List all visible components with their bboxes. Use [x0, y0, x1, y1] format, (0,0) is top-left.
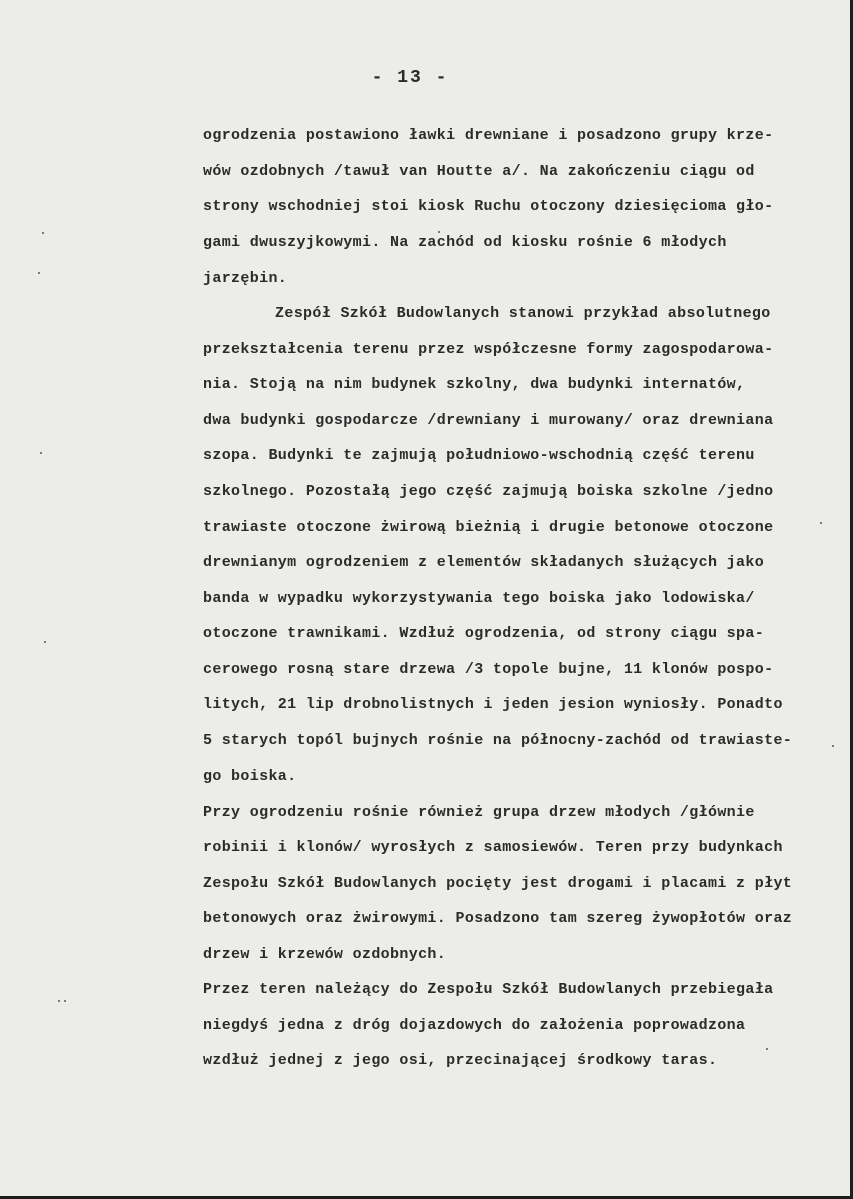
- text-line: Przy ogrodzeniu rośnie również grupa drzew młodych /głównie: [203, 804, 755, 821]
- page-number: - 13 -: [371, 68, 449, 88]
- margin-speck: [438, 231, 440, 233]
- text-line: otoczone trawnikami. Wzdłuż ogrodzenia, od strony ciągu spa-: [203, 625, 765, 642]
- text-line: robinii i klonów/ wyrosłych z samosiewów. Teren przy budynkach: [203, 839, 783, 856]
- text-line: ogrodzenia postawiono ławki drewniane i posadzono grupy krze-: [203, 127, 774, 144]
- text-line: gami dwuszyjkowymi. Na zachód od kiosku rośnie 6 młodych: [203, 234, 727, 251]
- text-line: litych, 21 lip drobnolistnych i jeden jesion wyniosły. Ponadto: [203, 696, 783, 713]
- margin-speck: [58, 1000, 60, 1002]
- text-line: drewnianym ogrodzeniem z elementów składanych służących jako: [203, 554, 765, 571]
- margin-speck: [42, 232, 44, 234]
- text-line: jarzębin.: [203, 270, 288, 287]
- text-line: Przez teren należący do Zespołu Szkół Budowlanych przebiegała: [203, 981, 774, 998]
- text-line: wów ozdobnych /tawuł van Houtte a/. Na zakończeniu ciągu od: [203, 163, 755, 180]
- text-line: Zespołu Szkół Budowlanych pocięty jest drogami i placami z płyt: [203, 875, 793, 892]
- margin-speck: [832, 745, 834, 747]
- text-line: drzew i krzewów ozdobnych.: [203, 946, 447, 963]
- margin-speck: [38, 272, 40, 274]
- text-line: dwa budynki gospodarcze /drewniany i murowany/ oraz drewniana: [203, 412, 774, 429]
- text-line: go boiska.: [203, 768, 297, 785]
- text-line: przekształcenia terenu przez współczesne formy zagospodarowa-: [203, 341, 774, 358]
- text-line: szkolnego. Pozostałą jego część zajmują boiska szkolne /jedno: [203, 483, 774, 500]
- text-line: banda w wypadku wykorzystywania tego boiska jako lodowiska/: [203, 590, 755, 607]
- text-line: szopa. Budynki te zajmują południowo-wschodnią część terenu: [203, 447, 755, 464]
- margin-speck: [40, 452, 42, 454]
- margin-speck: [820, 522, 822, 524]
- text-line: betonowych oraz żwirowymi. Posadzono tam szereg żywopłotów oraz: [203, 910, 793, 927]
- text-line: trawiaste otoczone żwirową bieżnią i drugie betonowe otoczone: [203, 519, 774, 536]
- margin-speck: [64, 1000, 66, 1002]
- text-line: niegdyś jedna z dróg dojazdowych do założenia poprowadzona: [203, 1017, 746, 1034]
- text-line: Zespół Szkół Budowlanych stanowi przykład absolutnego: [275, 305, 771, 322]
- text-line: wzdłuż jednej z jego osi, przecinającej środkowy taras.: [203, 1052, 718, 1069]
- text-line: nia. Stoją na nim budynek szkolny, dwa budynki internatów,: [203, 376, 746, 393]
- margin-speck: [766, 1048, 768, 1050]
- text-line: cerowego rosną stare drzewa /3 topole bujne, 11 klonów pospo-: [203, 661, 774, 678]
- text-line: 5 starych topól bujnych rośnie na północny-zachód od trawiaste-: [203, 732, 793, 749]
- text-line: strony wschodniej stoi kiosk Ruchu otoczony dziesięcioma gło-: [203, 198, 774, 215]
- margin-speck: [44, 641, 46, 643]
